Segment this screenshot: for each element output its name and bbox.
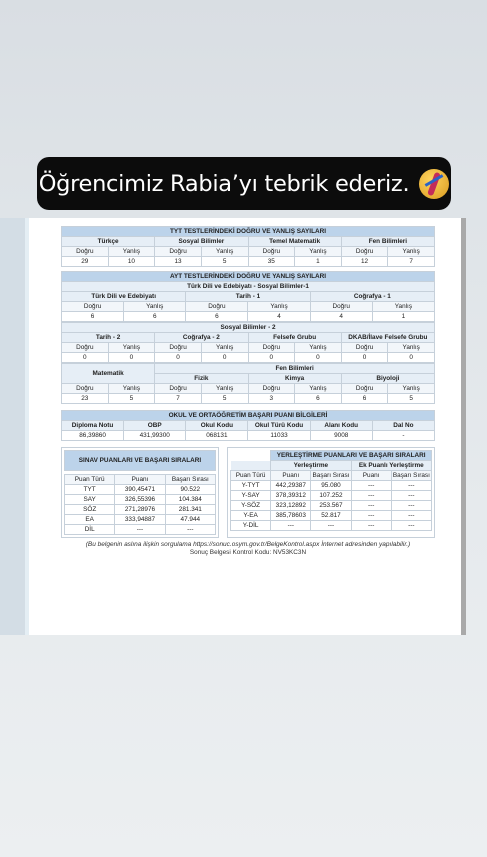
- verification-note: (Bu belgenin aslına ilişkin sorgulama https://sonuc.osym.gov.tr/BelgeKontrol.aspx İnternet adresinden yapılabilir.): [85, 541, 411, 548]
- col-header: Puanı: [115, 475, 165, 485]
- extra-value: ---: [351, 521, 391, 531]
- col-header: Başarı Sırası: [165, 475, 215, 485]
- col-header: Doğru: [155, 343, 202, 353]
- value-cell: 5: [201, 394, 248, 404]
- col-header: Yanlış: [295, 343, 342, 353]
- ayt-subject: Türk Dili ve Edebiyatı: [62, 292, 186, 302]
- placement-box: [227, 447, 435, 538]
- ayt-table: [61, 271, 435, 322]
- col-header: Doğru: [62, 247, 109, 257]
- ayt-subject: Coğrafya - 2: [155, 333, 248, 343]
- col-header: Yanlış: [372, 302, 434, 312]
- placement-table: [230, 450, 432, 531]
- spacer: [231, 461, 271, 471]
- col-header: Doğru: [248, 343, 295, 353]
- score-rank: 281.341: [165, 505, 215, 515]
- placement-rank: ---: [311, 521, 351, 531]
- col-header: Yanlış: [108, 343, 155, 353]
- value-cell: 6: [62, 312, 124, 322]
- value-cell: 3: [248, 394, 295, 404]
- score-value: 271,28976: [115, 505, 165, 515]
- col-header: Doğru: [155, 247, 202, 257]
- extra-value: ---: [351, 481, 391, 491]
- ayt-title: AYT TESTLERİNDEKİ DOĞRU VE YANLIŞ SAYILARI: [62, 272, 435, 282]
- confetti-popper-icon: [419, 169, 449, 199]
- value-cell: 4: [310, 312, 372, 322]
- value-cell: 0: [108, 353, 155, 363]
- school-value: 068131: [186, 431, 248, 441]
- placement-value: ---: [271, 521, 311, 531]
- extra-rank: ---: [391, 521, 431, 531]
- score-rank: 104.384: [165, 495, 215, 505]
- tyt-subject: Sosyal Bilimler: [155, 237, 248, 247]
- value-cell: 0: [341, 353, 388, 363]
- value-cell: 23: [62, 394, 109, 404]
- score-type: DİL: [65, 525, 115, 535]
- control-code: Sonuç Belgesi Kontrol Kodu: NV53KC3N: [189, 549, 307, 556]
- placement-title: YERLEŞTİRME PUANLARI VE BAŞARI SIRALARI: [271, 451, 432, 461]
- col-header: Başarı Sırası: [392, 472, 430, 479]
- value-cell: 6: [124, 312, 186, 322]
- spacer: [231, 451, 271, 461]
- ayt-subject: DKAB/İlave Felsefe Grubu: [341, 333, 434, 343]
- placement-type: Y-SAY: [231, 491, 271, 501]
- exam-scores-table: [64, 450, 216, 535]
- score-value: 333,94887: [115, 515, 165, 525]
- school-title: OKUL VE ORTAÖĞRETİM BAŞARI PUANI BİLGİLERİ: [62, 411, 435, 421]
- school-header: OBP: [124, 421, 186, 431]
- extra-rank: ---: [391, 511, 431, 521]
- placement-group: Ek Puanlı Yerleştirme: [351, 461, 431, 471]
- value-cell: 29: [62, 257, 109, 267]
- school-header: Dal No: [372, 421, 434, 431]
- ayt-subject: Coğrafya - 1: [310, 292, 434, 302]
- value-cell: 5: [201, 257, 248, 267]
- value-cell: 0: [295, 353, 342, 363]
- value-cell: 0: [155, 353, 202, 363]
- extra-value: ---: [351, 501, 391, 511]
- value-cell: 6: [341, 394, 388, 404]
- value-cell: 1: [372, 312, 434, 322]
- score-type: EA: [65, 515, 115, 525]
- value-cell: 10: [108, 257, 155, 267]
- score-value: 390,45471: [115, 485, 165, 495]
- school-value: 9008: [310, 431, 372, 441]
- school-value: 11033: [248, 431, 310, 441]
- tyt-subject: Temel Matematik: [248, 237, 341, 247]
- exam-scores-box: [61, 447, 219, 538]
- placement-type: Y-SÖZ: [231, 501, 271, 511]
- school-header: Diploma Notu: [62, 421, 124, 431]
- school-value: 86,39860: [62, 431, 124, 441]
- col-header: Doğru: [341, 247, 388, 257]
- result-document: [25, 218, 466, 635]
- result-sheet: [61, 226, 435, 556]
- school-header: Alanı Kodu: [310, 421, 372, 431]
- ayt-subject: Tarih - 2: [62, 333, 155, 343]
- score-rank: ---: [165, 525, 215, 535]
- extra-rank: ---: [391, 481, 431, 491]
- col-header: Yanlış: [388, 343, 435, 353]
- caption-text: Öğrencimiz Rabia’yı tebrik ederiz.: [38, 170, 410, 197]
- col-header: Yanlış: [388, 247, 435, 257]
- tyt-subject: Türkçe: [62, 237, 155, 247]
- ayt-subject: Fizik: [155, 374, 248, 384]
- value-cell: 13: [155, 257, 202, 267]
- extra-rank: ---: [391, 491, 431, 501]
- extra-value: ---: [351, 491, 391, 501]
- placement-type: Y-EA: [231, 511, 271, 521]
- ayt-group1-title: Türk Dili ve Edebiyatı - Sosyal Bilimler-1: [62, 282, 435, 292]
- placement-value: 385,78603: [271, 511, 311, 521]
- ayt-subject: Felsefe Grubu: [248, 333, 341, 343]
- placement-rank: 52.817: [311, 511, 351, 521]
- col-header: Puan Türü: [231, 471, 271, 481]
- value-cell: 35: [248, 257, 295, 267]
- placement-value: 442,29387: [271, 481, 311, 491]
- col-header: Doğru: [62, 343, 109, 353]
- col-header: Doğru: [248, 384, 295, 394]
- col-header: Yanlış: [201, 247, 248, 257]
- value-cell: 0: [201, 353, 248, 363]
- value-cell: 0: [388, 353, 435, 363]
- placement-value: 378,39312: [271, 491, 311, 501]
- exam-scores-title: SINAV PUANLARI VE BAŞARI SIRALARI: [65, 451, 216, 471]
- tyt-subject: Fen Bilimleri: [341, 237, 434, 247]
- ayt-group2-table: [61, 322, 435, 363]
- value-cell: 5: [108, 394, 155, 404]
- tyt-title: TYT TESTLERİNDEKİ DOĞRU VE YANLIŞ SAYILARI: [62, 227, 435, 237]
- value-cell: 12: [341, 257, 388, 267]
- col-header: Puanı: [351, 471, 391, 481]
- col-header: Yanlış: [295, 384, 342, 394]
- value-cell: 0: [62, 353, 109, 363]
- ayt-subject: Kimya: [248, 374, 341, 384]
- value-cell: 6: [186, 312, 248, 322]
- col-header: Yanlış: [201, 384, 248, 394]
- col-header: Doğru: [248, 247, 295, 257]
- value-cell: 6: [295, 394, 342, 404]
- col-header: Doğru: [341, 343, 388, 353]
- school-value: -: [372, 431, 434, 441]
- ayt-group3-table: [61, 363, 435, 404]
- school-header: Okul Kodu: [186, 421, 248, 431]
- col-header: Doğru: [62, 302, 124, 312]
- col-header: Doğru: [62, 384, 109, 394]
- placement-type: Y-DİL: [231, 521, 271, 531]
- school-value: 431,99300: [124, 431, 186, 441]
- extra-value: ---: [351, 511, 391, 521]
- score-type: SÖZ: [65, 505, 115, 515]
- placement-rank: 107.252: [311, 491, 351, 501]
- col-header: Puanı: [271, 471, 311, 481]
- col-header: Yanlış: [108, 384, 155, 394]
- score-type: TYT: [65, 485, 115, 495]
- score-value: ---: [115, 525, 165, 535]
- col-header: Puan Türü: [65, 475, 115, 485]
- col-header: Yanlış: [248, 302, 310, 312]
- placement-value: 323,12892: [271, 501, 311, 511]
- score-rank: 47.944: [165, 515, 215, 525]
- ayt-subject: Matematik: [62, 364, 155, 384]
- col-header: Yanlış: [388, 384, 435, 394]
- ayt-subject: Biyoloji: [341, 374, 434, 384]
- col-header: Doğru: [155, 384, 202, 394]
- ayt-group2-title: Sosyal Bilimler - 2: [62, 323, 435, 333]
- tyt-table: [61, 226, 435, 267]
- score-rank: 90.522: [165, 485, 215, 495]
- col-header: Yanlış: [201, 343, 248, 353]
- value-cell: 7: [155, 394, 202, 404]
- placement-rank: 95.080: [311, 481, 351, 491]
- col-header: Yanlış: [124, 302, 186, 312]
- col-header: Doğru: [186, 302, 248, 312]
- school-table: [61, 410, 435, 441]
- col-header: Başarı Sırası: [312, 472, 350, 479]
- placement-group: Yerleştirme: [271, 461, 351, 471]
- extra-rank: ---: [391, 501, 431, 511]
- col-header: Doğru: [310, 302, 372, 312]
- ayt-subject: Tarih - 1: [186, 292, 310, 302]
- value-cell: 1: [295, 257, 342, 267]
- col-header: Yanlış: [108, 247, 155, 257]
- ayt-science-title: Fen Bilimleri: [155, 364, 435, 374]
- value-cell: 5: [388, 394, 435, 404]
- photo-edge: [0, 218, 25, 635]
- col-header: Doğru: [341, 384, 388, 394]
- school-header: Okul Türü Kodu: [248, 421, 310, 431]
- score-type: SAY: [65, 495, 115, 505]
- placement-type: Y-TYT: [231, 481, 271, 491]
- scores-section: [61, 447, 435, 538]
- story-caption: [37, 157, 451, 210]
- value-cell: 0: [248, 353, 295, 363]
- col-header: Yanlış: [295, 247, 342, 257]
- score-value: 326,55396: [115, 495, 165, 505]
- value-cell: 7: [388, 257, 435, 267]
- placement-rank: 253.567: [311, 501, 351, 511]
- value-cell: 4: [248, 312, 310, 322]
